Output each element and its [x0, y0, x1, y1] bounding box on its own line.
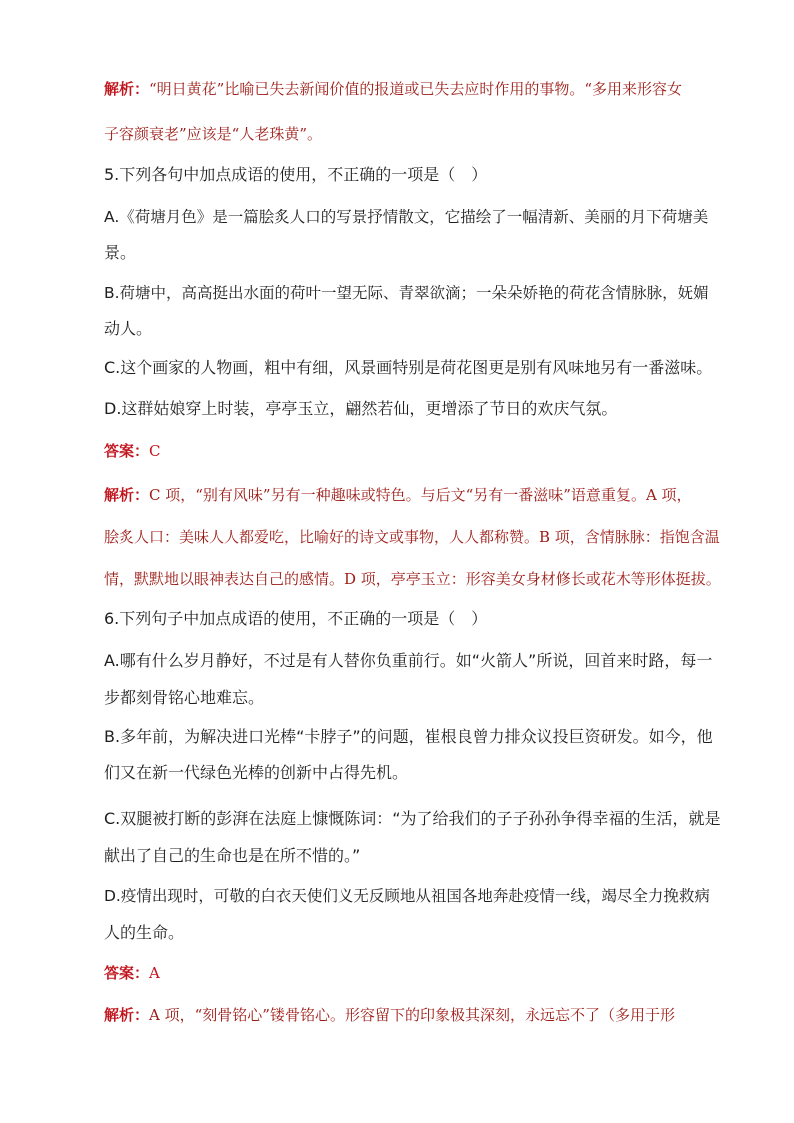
answer-label: 答案： [104, 964, 150, 982]
q5-option-c: C.这个画家的人物画，粗中有细，风景画特别是荷花图更是别有风味地另有一番滋味。 [104, 358, 713, 377]
q6-option-b-line-1: B.多年前，为解决进口光棒“卡脖子”的问题，崔根良曾力排众议投巨资研发。如今，他 [104, 727, 713, 746]
analysis-label: 解析： [104, 80, 150, 98]
q5-answer [104, 440, 161, 462]
q6-option-c-line-2: 献出了自己的生命也是在所不惜的。” [104, 846, 361, 865]
q5-stem: 5.下列各句中加点成语的使用，不正确的一项是（ ） [104, 165, 488, 184]
answer-label: 答案： [104, 442, 150, 460]
q6-answer [104, 962, 160, 984]
q6-option-d-line-1: D.疫情出现时，可敬的白衣天使们义无反顾地从祖国各地奔赴疫情一线，竭尽全力挽救病 [104, 887, 710, 905]
q5-analysis-line-2: 脍炙人口：美味人人都爱吃，比喻好的诗文或事物，人人都称赞。B 项，含情脉脉：指饱含温 [104, 528, 720, 546]
q5-option-a-line-1: A.《荷塘月色》是一篇脍炙人口的写景抒情散文，它描绘了一幅清新、美丽的月下荷塘美 [104, 208, 709, 226]
answer-value: C [149, 442, 161, 460]
q6-analysis-line-1: 解析：A 项，“刻骨铭心”镂骨铭心。形容留下的印象极其深刻，永远忘不了（多用于形 [104, 1006, 675, 1024]
q5-analysis-line-1: 解析：C 项，“别有风味”另有一种趣味或特色。与后文“另有一番滋味”语意重复。A 项， [104, 486, 692, 504]
prev-analysis-line-1: 解析：“明日黄花”比喻已失去新闻价值的报道或已失去应时作用的事物。“多用来形容女 [104, 80, 683, 98]
q6-option-b-line-2: 们又在新一代绿色光棒的创新中占得先机。 [104, 763, 409, 782]
q5-option-b-line-2: 动人。 [104, 319, 153, 338]
q6-option-a-line-2: 步都刻骨铭心地难忘。 [104, 688, 265, 707]
analysis-label: 解析： [104, 486, 150, 504]
q5-option-d: D.这群姑娘穿上时装，亭亭玉立，翩然若仙，更增添了节日的欢庆气氛。 [104, 399, 618, 418]
prev-analysis-line-2: 子容颜衰老”应该是“人老珠黄”。 [104, 125, 323, 143]
q5-analysis-line-3: 情，默默地以眼神表达自己的感情。D 项，亭亭玉立：形容美女身材修长或花木等形体挺拔。 [104, 570, 721, 588]
answer-value: A [149, 964, 160, 982]
q5-option-a-line-2: 景。 [104, 243, 137, 262]
q6-option-d-line-2: 人的生命。 [104, 923, 185, 942]
q6-option-c-line-1: C.双腿被打断的彭湃在法庭上慷慨陈词：“为了给我们的子子孙孙争得幸福的生活，就是 [104, 809, 721, 828]
q6-stem: 6.下列句子中加点成语的使用，不正确的一项是（ ） [104, 609, 488, 628]
q6-option-a-line-1: A.哪有什么岁月静好，不过是有人替你负重前行。如“火箭人”所说，回首来时路，每一 [104, 651, 713, 670]
analysis-label: 解析： [104, 1006, 150, 1024]
q5-option-b-line-1: B.荷塘中，高高挺出水面的荷叶一望无际、青翠欲滴；一朵朵娇艳的荷花含情脉脉，妩媚 [104, 284, 709, 302]
